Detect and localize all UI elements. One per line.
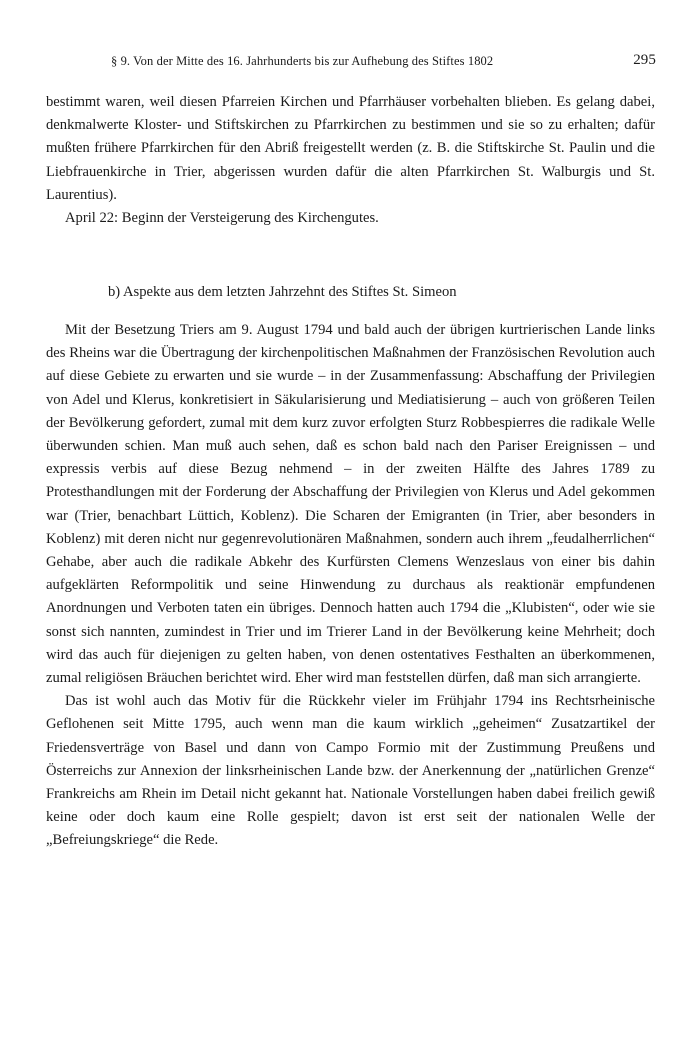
body-text-top — [46, 91, 655, 230]
paragraph: bestimmt waren, weil diesen Pfarreien Kirchen und Pfarrhäuser vorbehalten blieben. Es gelang dabei, denkmalwerte Kloster- und Stiftskirchen zu Pfarrkirchen zu bestimmen und sie so zu erhalten; dafür mußten frühere Pfarrkirchen für den Abriß freigestellt werden (z. B. die Stiftskirche St. Paulin und die Liebfrauenkirche in Trier, abgerissen wurden dafür die alten Pfarrkirchen St. Walburgis und St. Laurentius). — [46, 94, 655, 203]
page-number: 295 — [633, 52, 656, 68]
paragraph: April 22: Beginn der Versteigerung des Kirchengutes. — [65, 210, 379, 227]
body-text-main — [46, 319, 655, 853]
section-subheading: b) Aspekte aus dem letzten Jahrzehnt des Stiftes St. Simeon — [108, 284, 457, 300]
paragraph: Das ist wohl auch das Motiv für die Rückkehr vieler im Frühjahr 1794 ins Rechtsrheinische Geflohenen seit Mitte 1795, auch wenn man die kaum wirklich „geheimen“ Zusatzartikel der Friedensverträge von Basel und dann von Campo Formio mit der Zustimmung Preußens und Österreichs zur Annexion der linksrheinischen Lande bzw. der Anerkennung der „natürlichen Grenze“ Frankreichs am Rhein im Detail nicht gekannt hat. Nationale Vorstellungen haben dabei freilich gewiß keine oder doch kaum eine Rolle gespielt; davon ist erst seit der nationalen Welle der „Befreiungskriege“ die Rede. — [46, 693, 655, 849]
running-head-title: § 9. Von der Mitte des 16. Jahrhunderts bis zur Aufhebung des Stiftes 1802 — [111, 54, 494, 68]
running-head — [46, 52, 656, 72]
paragraph: Mit der Besetzung Triers am 9. August 1794 und bald auch der übrigen kurtrierischen Lande links des Rheins war die Übertragung der kirchenpolitischen Maßnahmen der Französischen Revolution auch auf diese Gebiete zu erwarten und sie wurde – in der Zusammenfassung: Abschaffung der Privilegien von Adel und Klerus, konkretisiert in Säkularisierung und Mediatisierung – auch von größeren Teilen der Bevölkerung gefordert, zumal mit dem kurz zuvor erfolgten Sturz Robbespierres die radikale Welle überwunden schien. Man muß auch sehen, daß es schon bald nach den Pariser Ereignissen – und expressis verbis auf diese Bezug nehmend – in der zweiten Hälfte des Jahres 1789 zu Protesthandlungen mit der Forderung der Abschaffung der Privilegien von Klerus und Adel gekommen war (Trier, benachbart Lüttich, Koblenz). Die Scharen der Emigranten (in Trier, aber besonders in Koblenz) mit deren nicht nur gegenrevolutionären Maßnahmen, sondern auch ihrem „feudalherrlichen“ Gehabe, aber auch die radikale Abkehr des Kurfürsten Clemens Wenzeslaus von einer bis dahin aufgeklärten Reformpolitik und seine Hinwendung zu durchaus als reaktionär empfundenen Anordnungen und Verboten taten ein übriges. Dennoch hatten auch 1794 die „Klubisten“, oder wie sie sonst sich nannten, zumindest in Trier und im Trierer Land in der Bevölkerung keine Mehrheit; doch wird das auch für diejenigen zu gelten haben, von denen ostentatives Festhalten an überkommenen, zumal religiösen Bräuchen berichtet wird. Eher wird man feststellen dürfen, daß man sich arrangierte. — [46, 322, 655, 687]
